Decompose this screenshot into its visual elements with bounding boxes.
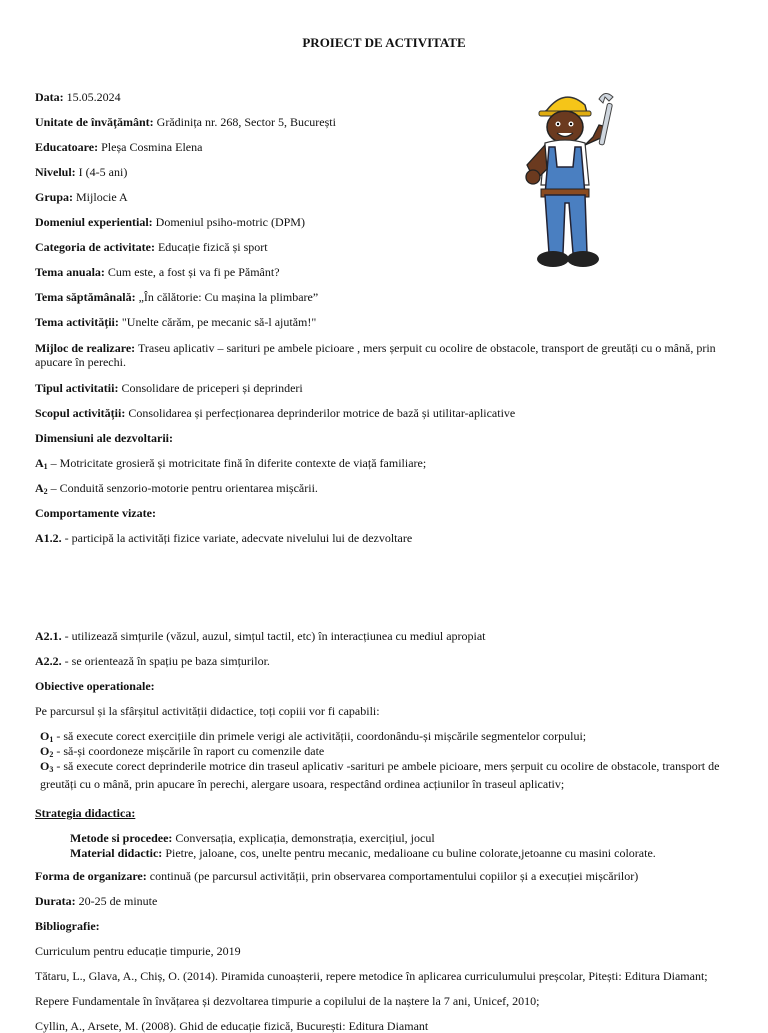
field-annual-theme: Tema anuala: Cum este, a fost și va fi pe Pământ?	[35, 265, 280, 279]
objective-item: $O_3$ - să execute corect deprinderile motrice din traseul aplicativ -sarituri pe ambele picioare, mers șerpuit cu ocolire de obstacole, transport de greutăți cu o mână, prin apucare în perechi, alergare usoara, respectând ordinea acțiunilor în traseul aplicativ;	[40, 759, 720, 791]
field-activity-type: Tipul activitatii: Consolidare de priceperi și deprinderi	[35, 381, 303, 395]
dimension-item: $A_2$ – Conduită senzorio-motorie pentru orientarea mișcării.	[35, 481, 318, 496]
objective-item: $O_1$ - să execute corect exercițiile din primele verigi ale activității, coordonându-și mișcările segmentelor corpului;	[40, 729, 587, 744]
field-school: Unitate de învățământ: Grădinița nr. 268, Sector 5, București	[35, 115, 336, 129]
mechanic-illustration	[515, 85, 635, 275]
objectives-intro: Pe parcursul și la sfârșitul activității didactice, toți copiii vor fi capabili:	[35, 704, 380, 718]
field-organization: Forma de organizare: continuă (pe parcursul activității, prin observarea comportamentului copiilor și a execuției mișcărilor)	[35, 869, 639, 883]
field-domain: Domeniul experiential: Domeniul psiho-motric (DPM)	[35, 215, 305, 229]
dimension-item: $A_1$ – Motricitate grosieră și motricitate fină în diferite contexte de viață familiare;	[35, 456, 427, 471]
bibliography-item: Repere Fundamentale în învățarea și dezvoltarea timpurie a copilului de la naștere la 7 ani, Unicef, 2010;	[35, 994, 540, 1008]
bibliography-item: Cyllin, A., Arsete, M. (2008). Ghid de educație fizică, București: Editura Diamant	[35, 1019, 429, 1033]
field-level: Nivelul: I (4-5 ani)	[35, 165, 128, 179]
dimensions-heading: Dimensiuni ale dezvoltarii:	[35, 431, 173, 445]
behaviors-heading: Comportamente vizate:	[35, 506, 156, 520]
field-teacher: Educatoare: Pleșa Cosmina Elena	[35, 140, 203, 154]
field-group: Grupa: Mijlocie A	[35, 190, 128, 204]
strategy-methods: Metode si procedee: Conversația, explicația, demonstrația, exercițiul, jocul	[70, 831, 435, 845]
field-category: Categoria de activitate: Educație fizică și sport	[35, 240, 268, 254]
field-activity-theme: Tema activității: "Unelte cărăm, pe mecanic să-l ajutăm!"	[35, 315, 317, 329]
behavior-item: A2.1. - utilizează simțurile (văzul, auzul, simțul tactil, etc) în interacțiunea cu mediul apropiat	[35, 629, 486, 643]
strategy-materials: Material didactic: Pietre, jaloane, cos, unelte pentru mecanic, medalioane cu buline colorate,jetoanne cu masini colorate.	[70, 846, 656, 860]
strategy-heading: Strategia didactica:	[35, 806, 136, 820]
objective-item: $O_2$ - să-și coordoneze mișcările în raport cu comenzile date	[40, 744, 325, 759]
bibliography-item: Tătaru, L., Glava, A., Chiș, O. (2014). Piramida cunoașterii, repere metodice în aplicarea curriculumului preșcolar, Pitești: Editura Diamant;	[35, 969, 708, 983]
bibliography-heading: Bibliografie:	[35, 919, 100, 933]
objectives-heading: Obiective operationale:	[35, 679, 155, 693]
field-duration: Durata: 20-25 de minute	[35, 894, 158, 908]
behavior-item: A1.2. - participă la activități fizice variate, adecvate nivelului lui de dezvoltare	[35, 531, 413, 545]
field-means: Mijloc de realizare: Traseu aplicativ – sarituri pe ambele picioare , mers șerpuit cu ocolire de obstacole, transport de greutăți cu o mână, prin apucare în perechi.	[35, 341, 716, 369]
behavior-item: A2.2. - se orientează în spațiu pe baza simțurilor.	[35, 654, 270, 668]
field-weekly-theme: Tema săptămânală: „În călătorie: Cu mașina la plimbare”	[35, 290, 319, 304]
field-date: Data: 15.05.2024	[35, 90, 121, 104]
page-title: PROIECT DE ACTIVITATE	[302, 35, 466, 50]
bibliography-item: Curriculum pentru educație timpurie, 2019	[35, 944, 241, 958]
field-purpose: Scopul activității: Consolidarea și perfecționarea deprinderilor motrice de bază și utilitar-aplicative	[35, 406, 516, 420]
